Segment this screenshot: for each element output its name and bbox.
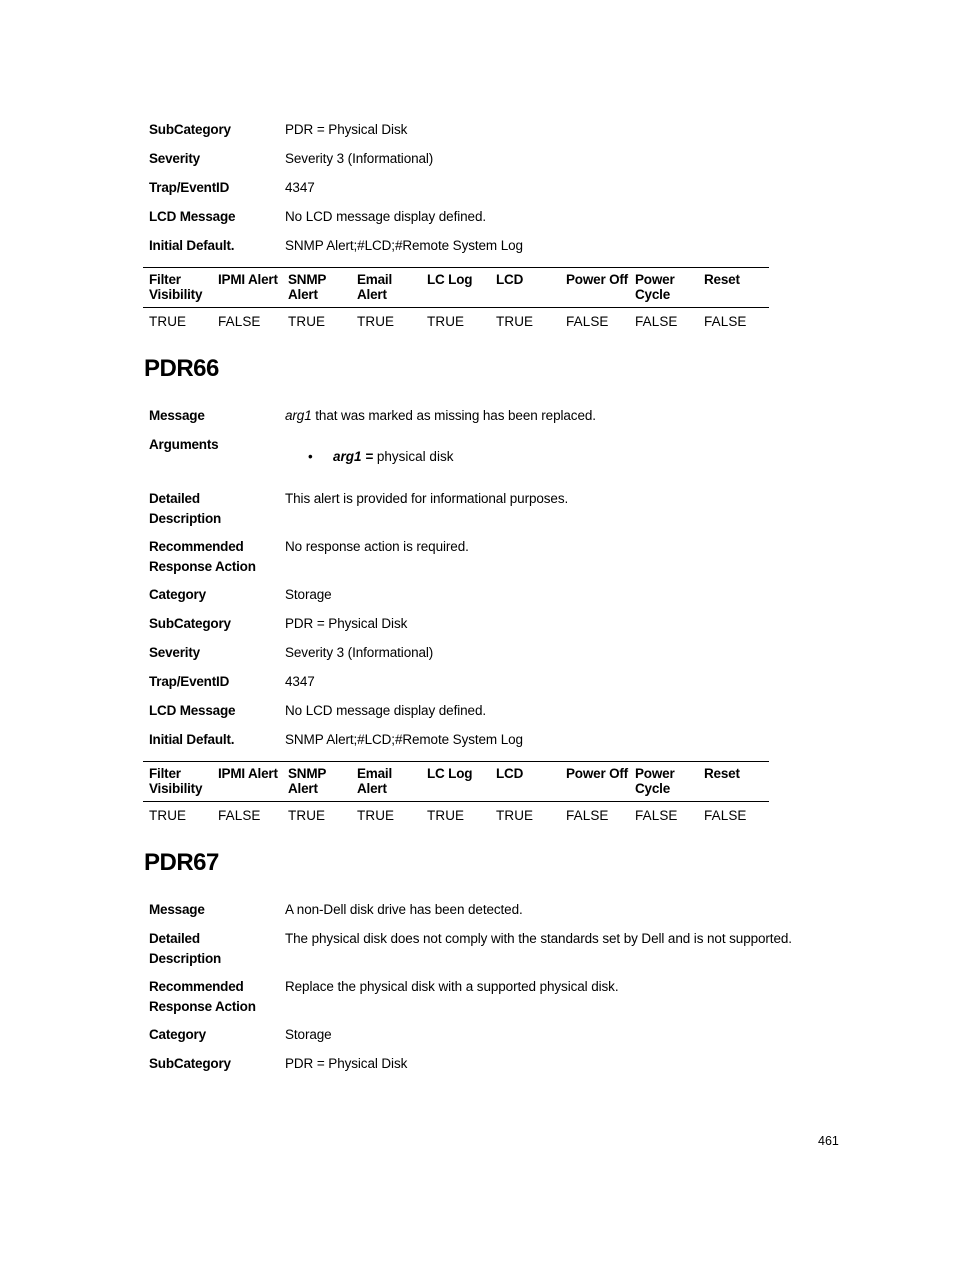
table-cell: FALSE xyxy=(218,808,261,823)
table-cell: TRUE xyxy=(496,808,534,823)
table-header: IPMI Alert xyxy=(218,272,278,287)
detail-label: Arguments xyxy=(149,437,219,452)
table-header: Filter Visibility xyxy=(149,766,203,796)
table-header: LC Log xyxy=(427,766,473,781)
detail-label: Detailed Description xyxy=(149,931,222,966)
detail-value: This alert is provided for informational purposes. xyxy=(285,491,569,506)
detail-value: Severity 3 (Informational) xyxy=(285,151,434,166)
detail-value: No response action is required. xyxy=(285,539,469,554)
detail-label: LCD Message xyxy=(149,703,236,718)
detail-label: Detailed Description xyxy=(149,491,222,526)
detail-value: Storage xyxy=(285,1027,332,1042)
detail-label: Trap/EventID xyxy=(149,180,230,195)
table-cell: TRUE xyxy=(496,314,534,329)
table-cell: TRUE xyxy=(357,808,395,823)
detail-value: A non-Dell disk drive has been detected. xyxy=(285,902,523,917)
detail-value: 4347 xyxy=(285,180,315,195)
detail-value: arg1 that was marked as missing has been replaced. xyxy=(285,408,596,423)
table-header: IPMI Alert xyxy=(218,766,278,781)
detail-value: No LCD message display defined. xyxy=(285,703,487,718)
table-rule xyxy=(143,307,769,308)
table-header: LCD xyxy=(496,766,524,781)
table-cell: TRUE xyxy=(149,808,187,823)
table-cell: FALSE xyxy=(566,808,609,823)
detail-value: 4347 xyxy=(285,674,315,689)
table-header: LCD xyxy=(496,272,524,287)
table-header: Reset xyxy=(704,272,740,287)
table-header: Email Alert xyxy=(357,766,393,796)
table-cell: TRUE xyxy=(357,314,395,329)
table-header: Filter Visibility xyxy=(149,272,203,302)
table-header: Email Alert xyxy=(357,272,393,302)
table-header: Reset xyxy=(704,766,740,781)
table-cell: TRUE xyxy=(288,808,326,823)
detail-label: Severity xyxy=(149,151,200,166)
detail-value: PDR = Physical Disk xyxy=(285,1056,408,1071)
table-cell: FALSE xyxy=(566,314,609,329)
detail-value: SNMP Alert;#LCD;#Remote System Log xyxy=(285,732,523,747)
detail-label: Category xyxy=(149,1027,206,1042)
section-heading-pdr67: PDR67 xyxy=(144,849,219,876)
detail-value: PDR = Physical Disk xyxy=(285,122,408,137)
detail-label: Trap/EventID xyxy=(149,674,230,689)
detail-value: The physical disk does not comply with the standards set by Dell and is not supported. xyxy=(285,931,792,946)
detail-label: SubCategory xyxy=(149,616,231,631)
table-rule xyxy=(143,801,769,802)
table-cell: TRUE xyxy=(427,808,465,823)
detail-label: SubCategory xyxy=(149,122,231,137)
table-header: SNMP Alert xyxy=(288,766,327,796)
detail-value: Storage xyxy=(285,587,332,602)
page-number: 461 xyxy=(818,1134,839,1148)
table-header: LC Log xyxy=(427,272,473,287)
detail-label: Message xyxy=(149,408,205,423)
section-heading-pdr66: PDR66 xyxy=(144,355,219,382)
table-cell: TRUE xyxy=(427,314,465,329)
detail-label: Severity xyxy=(149,645,200,660)
detail-value: Replace the physical disk with a supported physical disk. xyxy=(285,979,619,994)
table-cell: FALSE xyxy=(704,808,747,823)
detail-label: Initial Default. xyxy=(149,238,235,253)
detail-value: Severity 3 (Informational) xyxy=(285,645,434,660)
table-header: Power Off xyxy=(566,766,628,781)
detail-label: Recommended Response Action xyxy=(149,979,256,1014)
argument-text: arg1 = physical disk xyxy=(333,449,454,464)
table-cell: FALSE xyxy=(218,314,261,329)
detail-label: Message xyxy=(149,902,205,917)
table-header: Power Off xyxy=(566,272,628,287)
detail-label: Category xyxy=(149,587,206,602)
detail-label: SubCategory xyxy=(149,1056,231,1071)
detail-label: Initial Default. xyxy=(149,732,235,747)
table-rule xyxy=(143,761,769,762)
table-cell: TRUE xyxy=(149,314,187,329)
table-header: Power Cycle xyxy=(635,272,675,302)
detail-label: Recommended Response Action xyxy=(149,539,256,574)
detail-value: SNMP Alert;#LCD;#Remote System Log xyxy=(285,238,523,253)
detail-value: PDR = Physical Disk xyxy=(285,616,408,631)
table-cell: TRUE xyxy=(288,314,326,329)
bullet: • xyxy=(308,449,313,464)
table-header: SNMP Alert xyxy=(288,272,327,302)
detail-value: No LCD message display defined. xyxy=(285,209,487,224)
table-cell: FALSE xyxy=(635,808,678,823)
table-header: Power Cycle xyxy=(635,766,675,796)
table-cell: FALSE xyxy=(704,314,747,329)
table-cell: FALSE xyxy=(635,314,678,329)
table-rule xyxy=(143,267,769,268)
detail-label: LCD Message xyxy=(149,209,236,224)
